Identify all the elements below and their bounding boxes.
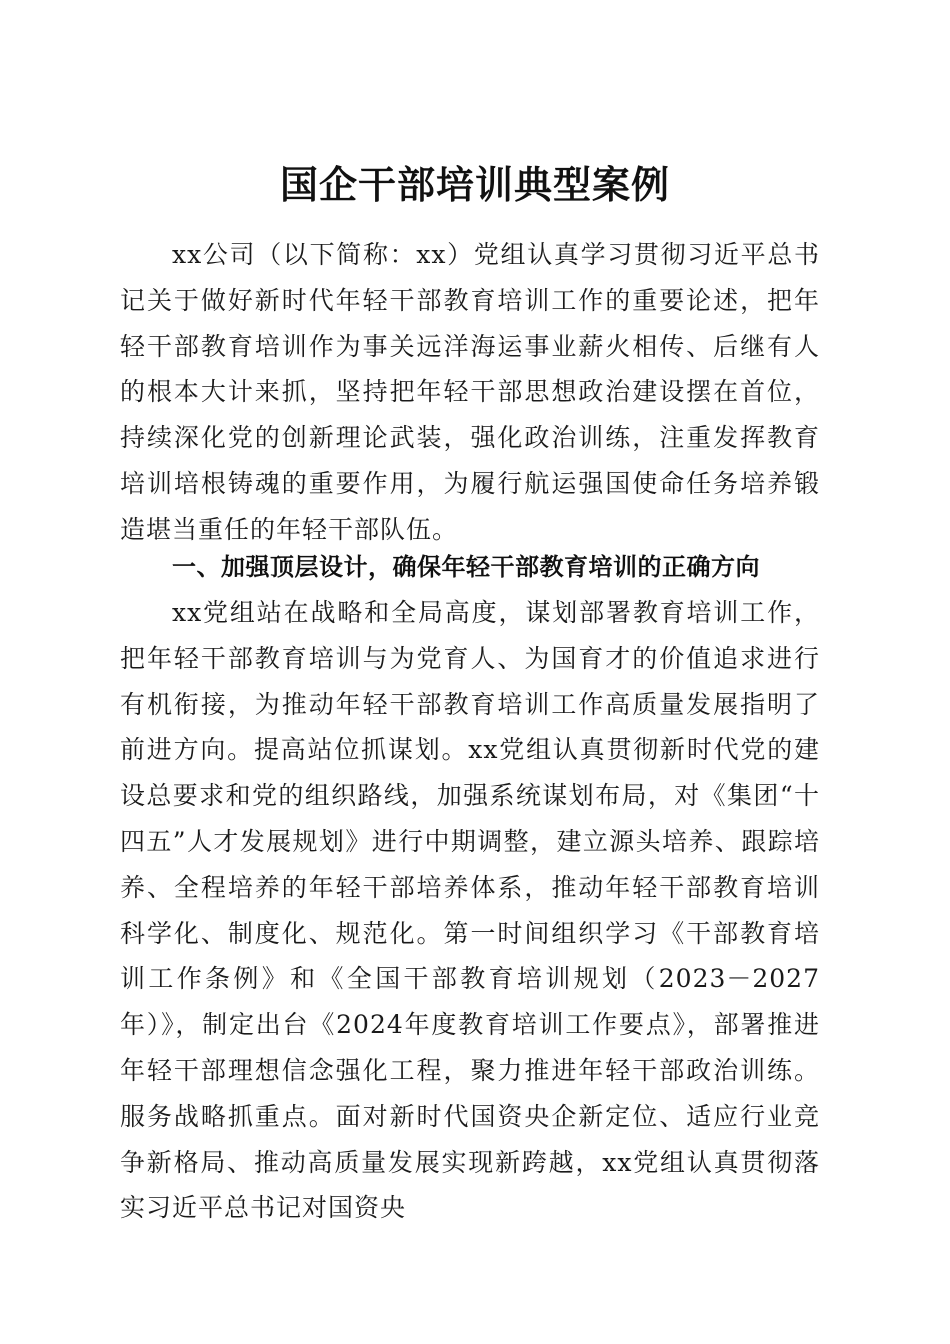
section-1-paragraph: xx党组站在战略和全局高度，谋划部署教育培训工作，把年轻干部教育培训与为党育人、为国育才的价值追求进行有机衔接，为推动年轻干部教育培训工作高质量发展指明了前进方向。提高站位抓谋划。xx党组认真贯彻新时代党的建设总要求和党的组织路线，加强系统谋划布局，对《集团“十四五”人才发展规划》进行中期调整，建立源头培养、跟踪培养、全程培养的年轻干部培养体系，推动年轻干部教育培训科学化、制度化、规范化。第一时间组织学习《干部教育培训工作条例》和《全国干部教育培训规划（2023－2027年）》，制定出台《2024年度教育培训工作要点》，部署推进年轻干部理想信念强化工程，聚力推进年轻干部政治训练。服务战略抓重点。面对新时代国资央企新定位、适应行业竞争新格局、推动高质量发展实现新跨越，xx党组认真贯彻落实习近平总书记对国资央 xyxy=(120,598,820,1223)
section-1-heading: 一、加强顶层设计，确保年轻干部教育培训的正确方向 xyxy=(172,553,760,581)
intro-paragraph: xx公司（以下简称：xx）党组认真学习贯彻习近平总书记关于做好新时代年轻干部教育培训工作的重要论述，把年轻干部教育培训作为事关远洋海运事业薪火相传、后继有人的根本大计来抓，坚持把年轻干部思想政治建设摆在首位，持续深化党的创新理论武装，强化政治训练，注重发挥教育培训培根铸魂的重要作用，为履行航运强国使命任务培养锻造堪当重任的年轻干部队伍。 xyxy=(120,240,820,544)
document-title: 国企干部培训典型案例 xyxy=(279,162,670,208)
